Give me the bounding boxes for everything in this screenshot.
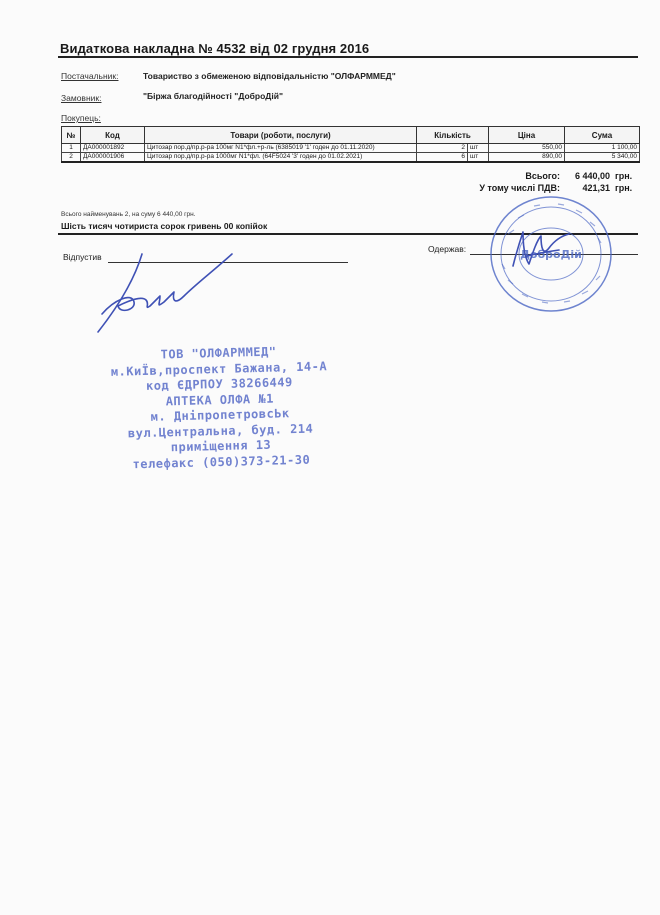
total-label: Всього:	[525, 171, 560, 181]
header-price: Ціна	[489, 127, 565, 144]
supplier-label: Постачальник:	[61, 71, 119, 81]
customer-value: "Біржа благодійності "ДоброДій"	[143, 91, 283, 101]
row-goods: Цитозар пор.д/пр.р-ра 1000мг N1*фл. (64F5024 '3' годен до 01.02.2021)	[145, 153, 417, 163]
header-no: №	[62, 127, 81, 144]
row-code: ДА000001892	[81, 144, 145, 153]
stamp-line: м. ДніпропетровсЬк	[150, 406, 290, 424]
items-table	[61, 126, 640, 163]
document-title: Видаткова накладна № 4532 від 02 грудня 2016	[60, 41, 370, 56]
amount-in-words: Шість тисяч чотириста сорок гривень 00 копійок	[61, 221, 268, 231]
row-no: 2	[62, 153, 81, 163]
stamp-line: ТОВ "ОЛФАРММЕД"	[160, 344, 277, 362]
header-sum: Сума	[565, 127, 640, 144]
stamp-line: м.КиЇв,проспект Бажана, 14-А	[110, 358, 328, 379]
table-row	[62, 153, 640, 163]
supplier-value: Товариство з обмеженою відповідальністю "ОЛФАРММЕД"	[143, 71, 396, 81]
seal-center-text: ДоброДій	[520, 248, 582, 261]
row-unit: шт	[470, 144, 479, 151]
header-goods: Товари (роботи, послуги)	[145, 127, 417, 144]
total-value: 6 440,00	[574, 171, 610, 181]
stamp-line: код ЄДРПОУ 38266449	[145, 375, 293, 393]
table-row	[62, 144, 640, 153]
row-code: ДА000001906	[81, 153, 145, 163]
row-qty	[417, 144, 489, 153]
stamp-line: телефакс (050)373-21-30	[132, 452, 311, 471]
table-header-row	[62, 127, 640, 144]
row-price: 890,00	[489, 153, 565, 163]
stamp-line: вул.Центральна, буд. 214	[127, 421, 314, 440]
released-by-label: Відпустив	[63, 252, 102, 262]
items-count-summary: Всього найменувань 2, на суму 6 440,00 грн.	[61, 211, 196, 218]
row-unit: шт	[470, 153, 479, 160]
customer-label: Замовник:	[61, 93, 102, 103]
received-signature	[505, 226, 575, 274]
row-price: 550,00	[489, 144, 565, 153]
header-qty: Кількість	[417, 127, 489, 144]
total-currency: грн.	[615, 171, 633, 181]
header-code: Код	[81, 127, 145, 144]
buyer-label: Покупець:	[61, 113, 101, 123]
row-goods: Цитозар пор.д/пр.р-ра 100мг N1*фл.+р-ль (6385019 '1' годен до 01.11.2020)	[145, 144, 417, 153]
row-qty-value: 6	[417, 153, 468, 161]
stamp-line: приміщення 13	[170, 437, 272, 455]
vat-currency: грн.	[615, 183, 633, 193]
released-signature	[84, 244, 244, 340]
pharmacy-stamp	[108, 343, 331, 473]
vat-label: У тому числі ПДВ:	[479, 183, 560, 193]
title-divider	[58, 56, 638, 58]
vat-value: 421,31	[582, 183, 610, 193]
row-qty-value: 2	[417, 144, 468, 152]
row-no: 1	[62, 144, 81, 153]
stamp-line: АПТЕКА ОЛФА №1	[165, 391, 275, 408]
received-by-label: Одержав:	[428, 244, 467, 254]
row-qty	[417, 153, 489, 163]
row-sum: 5 340,00	[565, 153, 640, 163]
row-sum: 1 100,00	[565, 144, 640, 153]
